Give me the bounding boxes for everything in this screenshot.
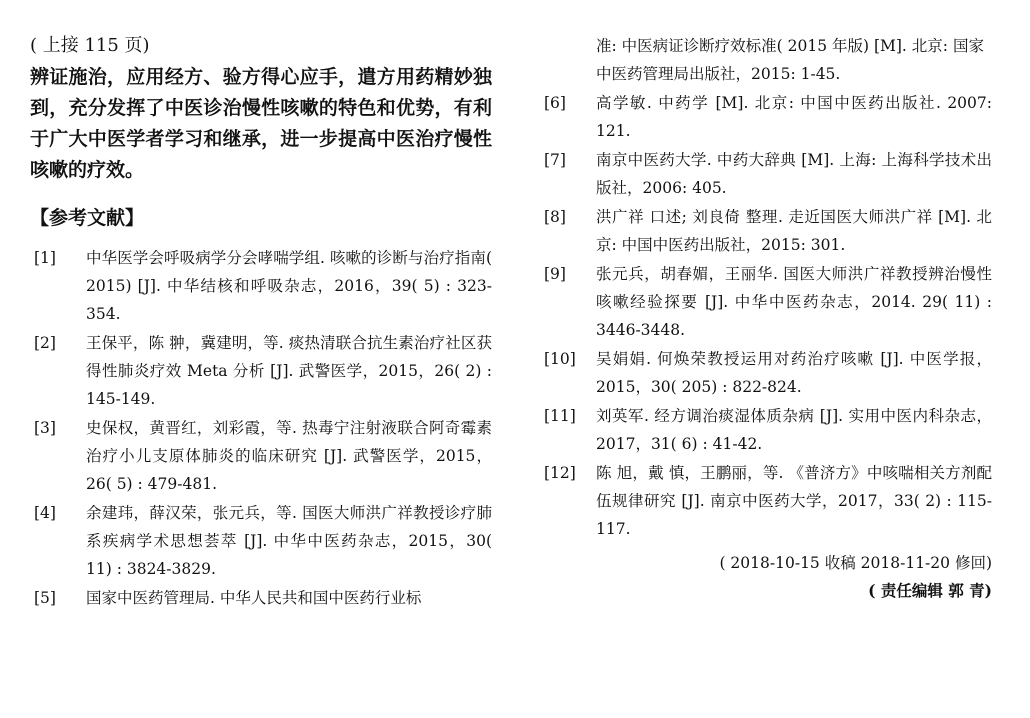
reference-continuation: 准: 中医病证诊断疗效标准( 2015 年版) [M]. 北京: 国家中医药管理局出版社，2015: 1-45.: [596, 37, 984, 83]
reference-text: 张元兵，胡春媚，王丽华. 国医大师洪广祥教授辨治慢性咳嗽经验探要 [J]. 中华中医药杂志，2014. 29( 11) : 3446-3448.: [596, 265, 992, 339]
reference-text: 南京中医药大学. 中药大辞典 [M]. 上海: 上海科学技术出版社，2006: 405.: [596, 151, 992, 197]
right-column: [540, 32, 992, 605]
reference-text: 陈 旭，戴 慎，王鹏丽，等. 《普济方》中咳喘相关方剂配伍规律研究 [J]. 南京中医药大学，2017，33( 2) : 115-117.: [596, 464, 992, 538]
reference-item: [540, 345, 992, 401]
reference-number: [7]: [544, 151, 566, 169]
reference-text: 吴娟娟. 何焕荣教授运用对药治疗咳嗽 [J]. 中医学报，2015，30( 205) : 822-824.: [596, 350, 992, 396]
continued-note: ( 上接 115 页): [30, 35, 150, 56]
reference-text: 王保平，陈 翀，冀建明，等. 痰热清联合抗生素治疗社区获得性肺炎疗效 Meta 分析 [J]. 武警医学，2015，26( 2) : 145-149.: [86, 334, 492, 408]
reference-item: [540, 89, 992, 145]
reference-item: [540, 146, 992, 202]
reference-number: [3]: [34, 419, 56, 437]
reference-item: [540, 260, 992, 344]
reference-number: [4]: [34, 504, 56, 522]
reference-text: 刘英军. 经方调治痰湿体质杂病 [J]. 实用中医内科杂志，2017，31( 6) : 41-42.: [596, 407, 992, 453]
left-column: [30, 32, 492, 613]
reference-item: [30, 329, 492, 413]
reference-number: [11]: [544, 407, 576, 425]
reference-item: [540, 459, 992, 543]
responsible-editor: ( 责任编辑 郭 青): [868, 581, 992, 600]
reference-number: [6]: [544, 94, 566, 112]
body-paragraph: 辨证施治，应用经方、验方得心应手，遣方用药精妙独到，充分发挥了中医诊治慢性咳嗽的特色和优势，有利于广大中医学者学习和继承，进一步提高中医治疗慢性咳嗽的疗效。: [30, 66, 492, 181]
reference-text: 中华医学会呼吸病学分会哮喘学组. 咳嗽的诊断与治疗指南( 2015) [J]. 中华结核和呼吸杂志，2016，39( 5) : 323-354.: [86, 249, 492, 323]
reference-text: 高学敏. 中药学 [M]. 北京: 中国中医药出版社. 2007: 121.: [596, 94, 992, 140]
reference-item: [30, 414, 492, 498]
reference-text: 国家中医药管理局. 中华人民共和国中医药行业标: [86, 589, 422, 607]
reference-number: [8]: [544, 208, 566, 226]
reference-text: 史保权，黄晋红，刘彩霞，等. 热毒宁注射液联合阿奇霉素治疗小儿支原体肺炎的临床研究 [J]. 武警医学，2015，26( 5) : 479-481.: [86, 419, 492, 493]
reference-item: [30, 244, 492, 328]
reference-item: [30, 499, 492, 583]
reference-number: [12]: [544, 464, 576, 482]
reference-text: 洪广祥 口述; 刘良倚 整理. 走近国医大师洪广祥 [M]. 北京: 中国中医药出版社，2015: 301.: [596, 208, 992, 254]
reference-item: [540, 203, 992, 259]
reference-number: [5]: [34, 589, 56, 607]
reference-number: [10]: [544, 350, 576, 368]
reference-item: [30, 584, 492, 612]
reference-number: [2]: [34, 334, 56, 352]
received-dates: ( 2018-10-15 收稿 2018-11-20 修回): [719, 554, 992, 572]
reference-item: [540, 402, 992, 458]
reference-text: 余建玮，薛汉荣，张元兵，等. 国医大师洪广祥教授诊疗肺系疾病学术思想荟萃 [J]. 中华中医药杂志，2015，30( 11) : 3824-3829.: [86, 504, 492, 578]
reference-number: [1]: [34, 249, 56, 267]
reference-number: [9]: [544, 265, 566, 283]
references-heading: 【参考文献】: [30, 207, 145, 229]
